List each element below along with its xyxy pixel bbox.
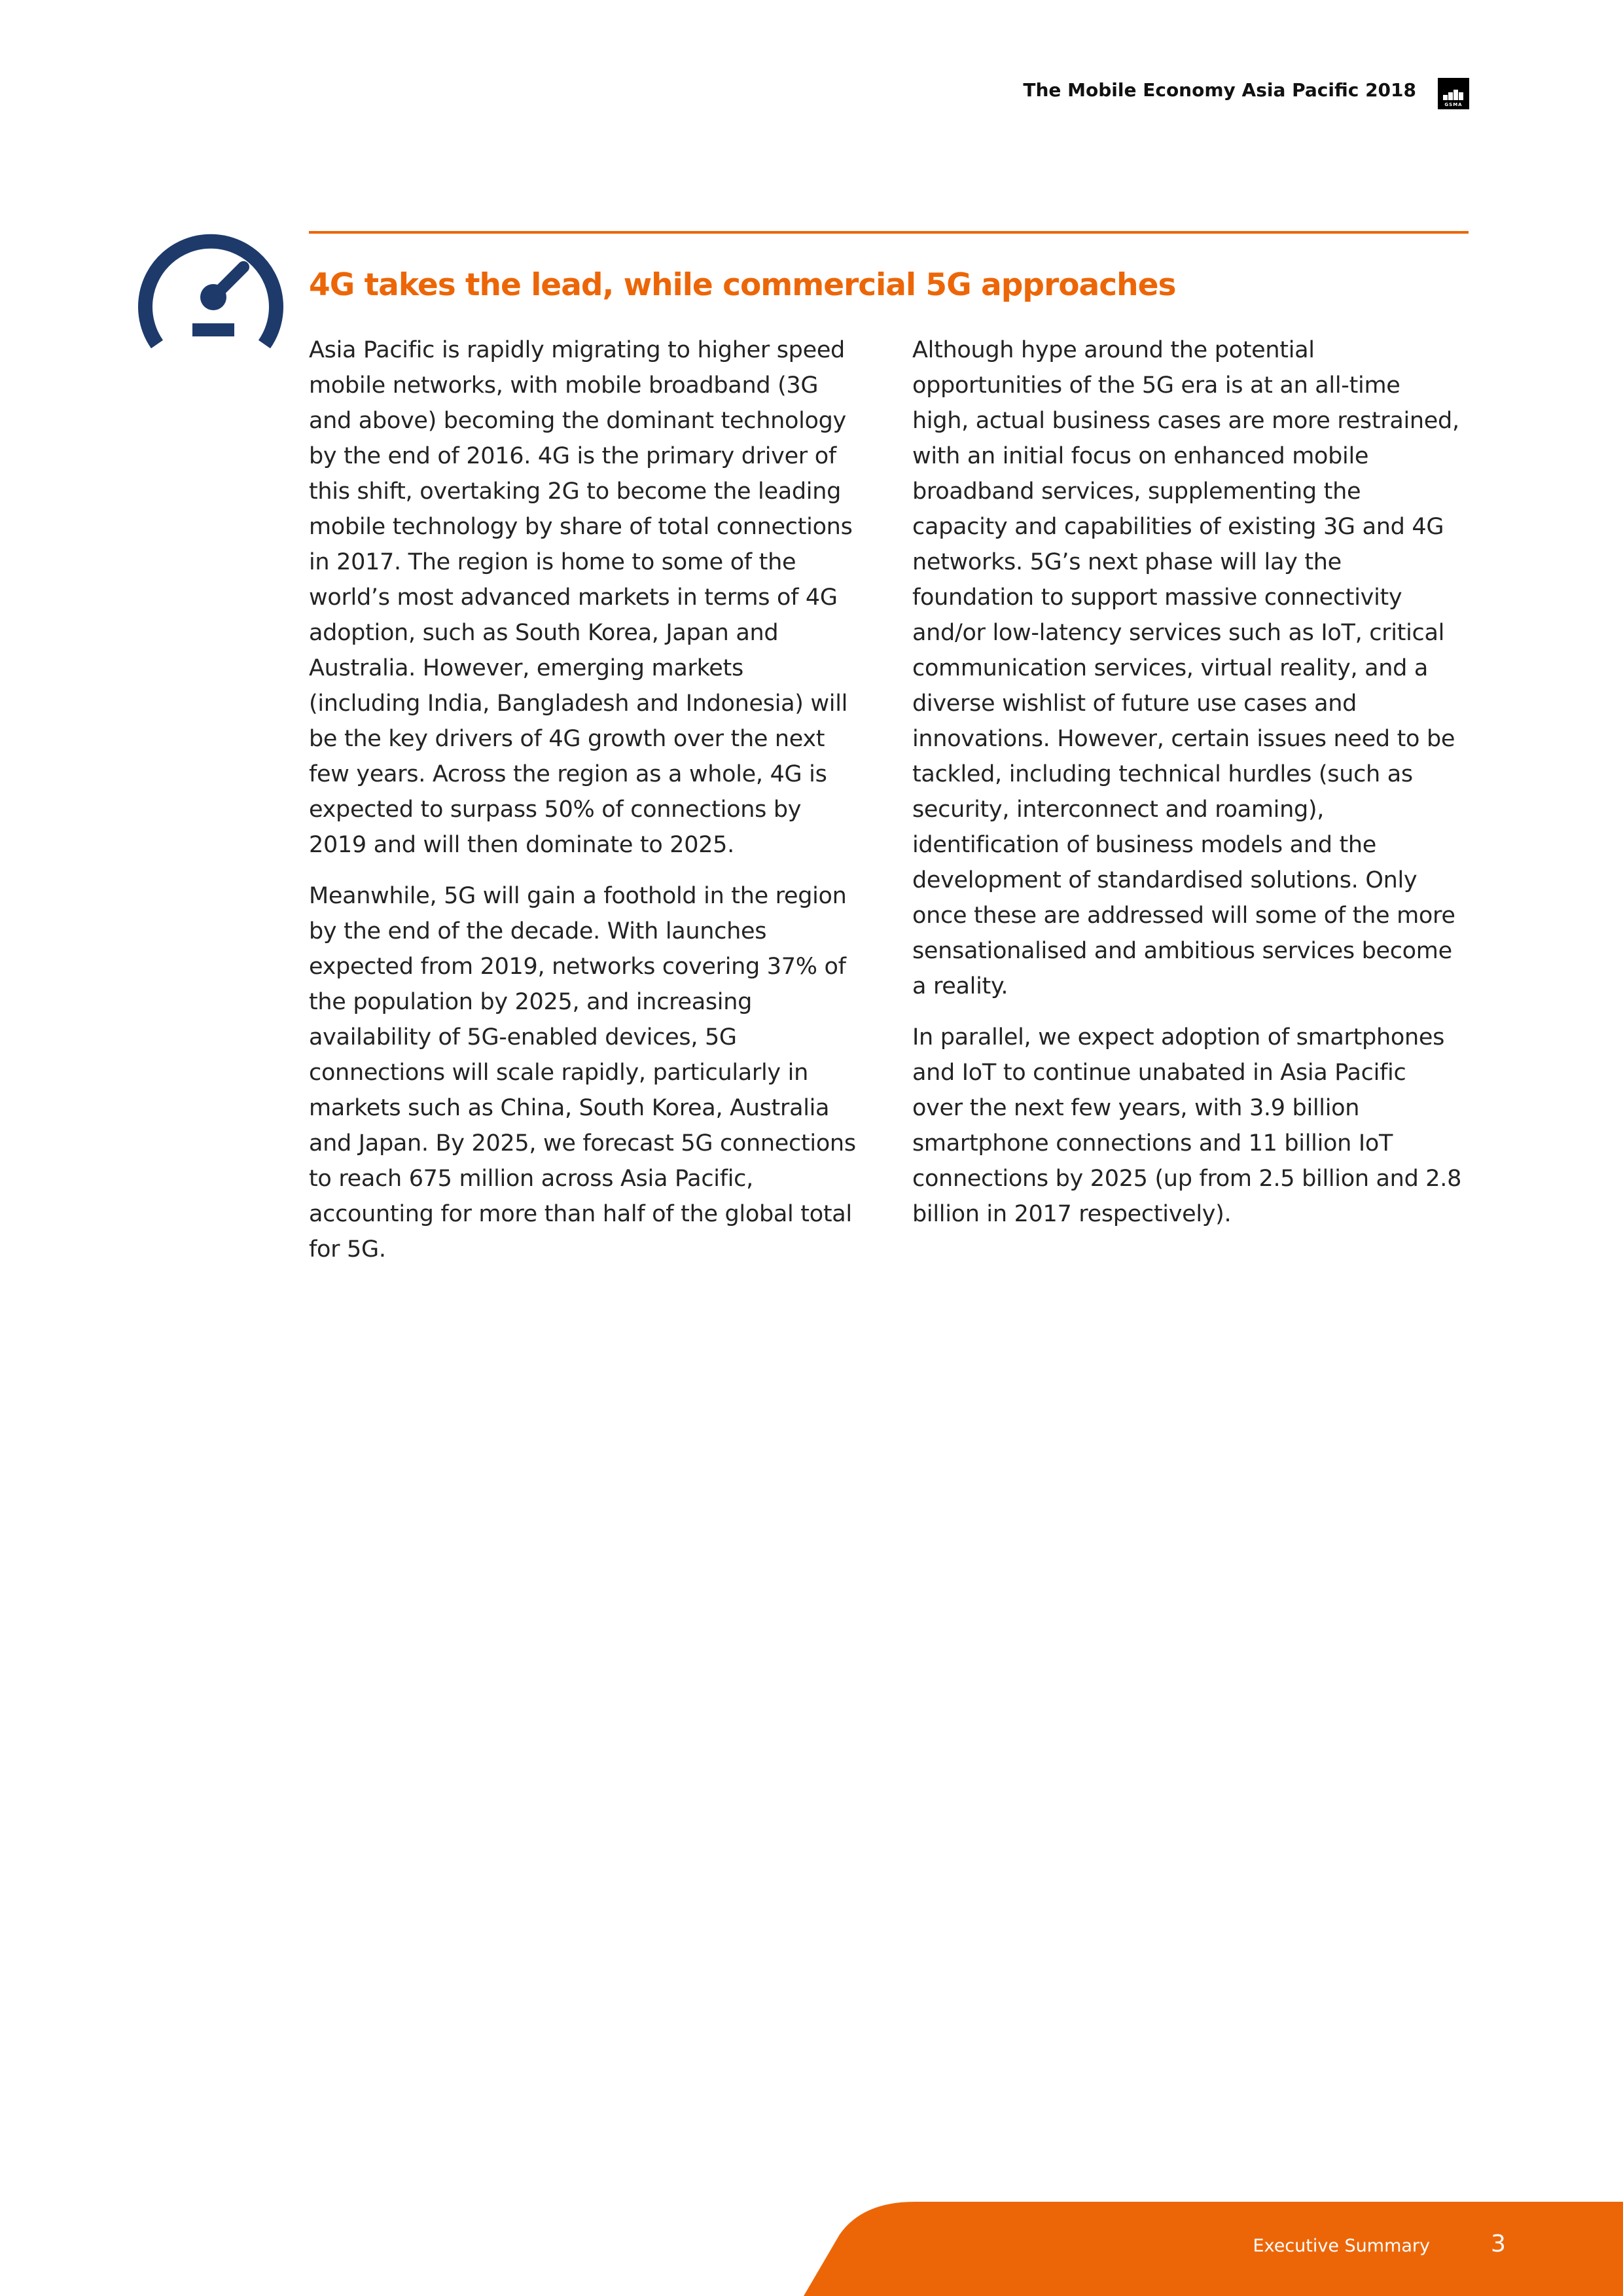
section-divider <box>309 231 1469 234</box>
gsma-logo-icon <box>1438 78 1469 109</box>
left-column <box>309 332 859 1283</box>
right-column <box>912 332 1462 1247</box>
left-paragraph-1: Asia Pacific is rapidly migrating to higher speed mobile networks, with mobile broadband (3G and above) becoming the dominant technology by the end of 2016. 4G is the primary driver of this shift, overtaking 2G to become the leading mobile technology by share of total connections in 2017. The region is home to some of the world’s most advanced markets in terms of 4G adoption, such as South Korea, Japan and Australia. However, emerging markets (including India, Bangladesh and Indonesia) will be the key drivers of 4G growth over the next few years. Across the region as a whole, 4G is expected to surpass 50% of connections by 2019 and will then dominate to 2025. <box>309 337 853 858</box>
page-number: 3 <box>1491 2231 1506 2257</box>
footer-section-label: Executive Summary <box>1253 2236 1430 2256</box>
left-paragraph-2: Meanwhile, 5G will gain a foothold in the region by the end of the decade. With launches expected from 2019, networks covering 37% of the population by 2025, and increasing availability of 5G-enabled devices, 5G connections will scale rapidly, particularly in markets such as China, South Korea, Australia and Japan. By 2025, we forecast 5G connections to reach 675 million across Asia Pacific, accounting for more than half of the global total for 5G. <box>309 883 856 1263</box>
right-paragraph-1: Although hype around the potential opportunities of the 5G era is at an all-time high, actual business cases are more restrained, with an initial focus on enhanced mobile broadband services, supplementing the capacity and capabilities of existing 3G and 4G networks. 5G’s next phase will lay the foundation to support massive connectivity and/or low-latency services such as IoT, critical communication services, virtual reality, and a diverse wishlist of future use cases and innovations. However, certain issues need to be tackled, including technical hurdles (such as security, interconnect and roaming), identification of business models and the development of standardised solutions. Only once these are addressed will some of the more sensationalised and ambitious services become a reality. <box>912 337 1459 999</box>
section-heading: 4G takes the lead, while commercial 5G approaches <box>309 267 1176 303</box>
speedometer-icon <box>137 220 288 351</box>
right-paragraph-2: In parallel, we expect adoption of smartphones and IoT to continue unabated in Asia Pacific over the next few years, with 3.9 billion smartphone connections and 11 billion IoT connections by 2025 (up from 2.5 billion and 2.8 billion in 2017 respectively). <box>912 1024 1462 1227</box>
gsma-logo-text: GSMA <box>1444 102 1463 107</box>
report-title: The Mobile Economy Asia Pacific 2018 <box>1023 79 1416 101</box>
